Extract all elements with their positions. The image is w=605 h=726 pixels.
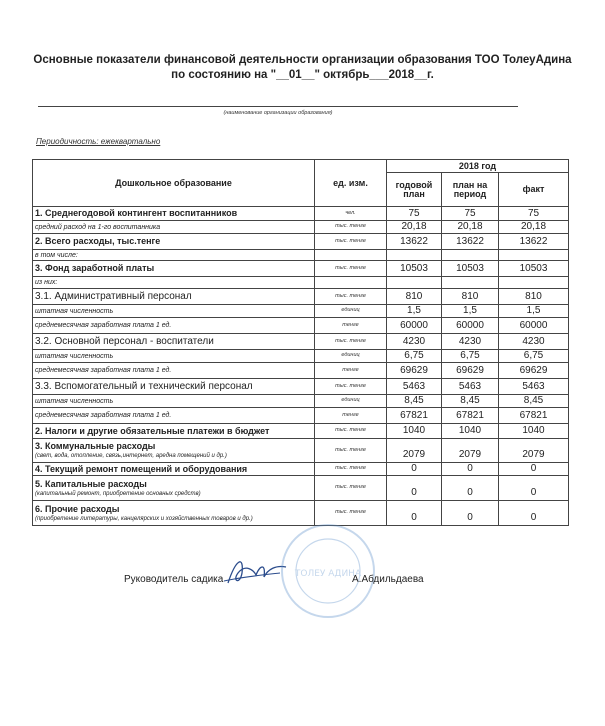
row-annual-value: 0 [387,501,442,526]
row-period-value: 75 [442,207,499,221]
row-label-text: в том числе: [35,251,78,259]
row-label [33,476,315,501]
row-period-value: 0 [442,463,499,476]
row-annual-value: 1,5 [387,305,442,318]
table-row [33,350,569,363]
row-annual-value: 1040 [387,424,442,439]
row-label [33,463,315,476]
row-label-text: среднемесячная заработная плата 1 ед. [35,367,172,374]
row-unit: тыс. тенге [315,424,387,439]
row-period-value: 60000 [442,318,499,334]
indicators-table [32,159,569,526]
row-label-text: штатная численность [35,397,114,405]
row-unit: тыс. тенге [315,221,387,234]
row-fact-value: 13622 [499,234,569,250]
row-annual-value: 0 [387,476,442,501]
table-body [33,207,569,526]
row-label [33,395,315,408]
row-fact-value: 60000 [499,318,569,334]
row-label [33,439,315,463]
header-period: план на период [442,173,499,207]
table-row [33,476,569,501]
row-period-value [442,277,499,289]
row-fact-value: 5463 [499,379,569,395]
row-note: (приобретение литературы, канцелярских и хозяйственных товаров и др.) [35,515,253,522]
row-annual-value: 75 [387,207,442,221]
row-period-value: 5463 [442,379,499,395]
row-fact-value: 0 [499,476,569,501]
row-fact-value [499,277,569,289]
row-period-value: 1,5 [442,305,499,318]
row-label-text: 5. Капитальные расходы [35,478,147,489]
row-fact-value: 2079 [499,439,569,463]
row-unit: тенге [315,408,387,424]
row-period-value: 0 [442,501,499,526]
row-label-text: 4. Текущий ремонт помещений и оборудования [35,463,248,474]
row-label [33,318,315,334]
row-label [33,334,315,350]
org-caption: (наименование организации образования) [223,110,333,116]
row-period-value: 2079 [442,439,499,463]
row-unit: тыс. тенге [315,289,387,305]
row-fact-value: 0 [499,463,569,476]
document-title: Основные показатели финансовой деятельности организации образования ТОО ТолеуАдина [33,54,572,66]
row-fact-value: 69629 [499,363,569,379]
row-label-text: штатная численность [35,352,114,360]
periodicity-label: Периодичность: ежеквартально [36,137,161,146]
row-fact-value: 75 [499,207,569,221]
table-row [33,250,569,261]
row-period-value: 810 [442,289,499,305]
row-period-value: 1040 [442,424,499,439]
row-unit: тыс. тенге [315,501,387,526]
row-period-value [442,250,499,261]
row-period-value: 69629 [442,363,499,379]
row-label-text: среднемесячная заработная плата 1 ед. [35,322,172,329]
row-fact-value: 810 [499,289,569,305]
row-label [33,277,315,289]
row-fact-value: 1040 [499,424,569,439]
row-unit: единиц [315,395,387,408]
row-label [33,350,315,363]
row-annual-value: 4230 [387,334,442,350]
table-row [33,305,569,318]
row-label-text: 6. Прочие расходы [35,503,120,514]
table-row [33,395,569,408]
table-row [33,408,569,424]
row-fact-value: 1,5 [499,305,569,318]
row-annual-value: 67821 [387,408,442,424]
row-annual-value: 69629 [387,363,442,379]
table-row [33,363,569,379]
row-unit [315,250,387,261]
row-label [33,363,315,379]
header-unit: ед. изм. [315,160,387,207]
table-row [33,289,569,305]
row-label [33,424,315,439]
svg-text:ТОЛЕУ АДИНА: ТОЛЕУ АДИНА [294,569,362,579]
row-annual-value [387,250,442,261]
row-unit: тыс. тенге [315,334,387,350]
table-row [33,424,569,439]
row-unit [315,277,387,289]
head-label: Руководитель садика [124,574,224,585]
row-unit: тыс. тенге [315,463,387,476]
table-row [33,234,569,250]
row-fact-value [499,250,569,261]
row-fact-value: 67821 [499,408,569,424]
row-unit: тыс. тенге [315,379,387,395]
row-label [33,234,315,250]
row-label-text: 2. Всего расходы, тыс.тенге [35,236,161,246]
row-fact-value: 20,18 [499,221,569,234]
row-unit: чел. [315,207,387,221]
row-annual-value: 8,45 [387,395,442,408]
row-label [33,305,315,318]
row-unit: единиц [315,305,387,318]
row-label [33,501,315,526]
row-fact-value: 8,45 [499,395,569,408]
row-label [33,250,315,261]
row-fact-value: 6,75 [499,350,569,363]
row-annual-value: 60000 [387,318,442,334]
row-label [33,289,315,305]
header-year: 2018 год [387,160,569,173]
row-period-value: 0 [442,476,499,501]
row-unit: тенге [315,363,387,379]
row-label-text: средний расход на 1-го воспитанника [35,223,161,231]
row-label [33,207,315,221]
header-fact: факт [499,173,569,207]
row-period-value: 20,18 [442,221,499,234]
row-note: (капитальный ремонт, приобретение основных средств) [35,490,201,497]
table-row [33,463,569,476]
row-label-text: среднемесячная заработная плата 1 ед. [35,412,172,419]
stamp [278,521,378,621]
header-annual: годовой план [387,173,442,207]
row-label-text: 3. Фонд заработной платы [35,263,155,273]
row-period-value: 4230 [442,334,499,350]
row-label [33,261,315,277]
table-row [33,277,569,289]
row-label-text: 3.2. Основной персонал - воспитатели [35,335,214,347]
table-row [33,207,569,221]
org-name-line [38,106,518,107]
row-unit: тыс. тенге [315,476,387,501]
table-row [33,318,569,334]
header-name: Дошкольное образование [33,160,315,207]
row-unit: единиц [315,350,387,363]
row-fact-value: 10503 [499,261,569,277]
row-annual-value: 2079 [387,439,442,463]
row-annual-value: 810 [387,289,442,305]
row-label [33,408,315,424]
row-annual-value: 10503 [387,261,442,277]
row-annual-value: 0 [387,463,442,476]
row-label-text: 1. Среднегодовой контингент воспитанников [35,208,238,218]
row-label-text: 2. Налоги и другие обязательные платежи в бюджет [35,425,270,436]
row-annual-value: 13622 [387,234,442,250]
row-unit: тыс. тенге [315,261,387,277]
row-label-text: 3.1. Административный персонал [35,290,192,302]
table-row [33,221,569,234]
table-row [33,334,569,350]
row-period-value: 13622 [442,234,499,250]
row-note: (свет, вода, отопление, связь,интернет, аредна помещений и др.) [35,453,227,459]
document-subtitle: по состоянию на "__01__" октябрь___2018__г. [171,69,434,81]
row-annual-value: 5463 [387,379,442,395]
row-unit: тенге [315,318,387,334]
row-annual-value: 20,18 [387,221,442,234]
row-period-value: 8,45 [442,395,499,408]
row-label-text: штатная численность [35,307,114,315]
row-fact-value: 4230 [499,334,569,350]
row-fact-value: 0 [499,501,569,526]
head-name: А.Абдильдаева [352,574,424,585]
row-label-text: 3.3. Вспомогательный и технический персонал [35,380,253,392]
row-unit: тыс. тенге [315,234,387,250]
row-period-value: 67821 [442,408,499,424]
table-row [33,379,569,395]
row-label [33,221,315,234]
table-row [33,439,569,463]
row-label [33,379,315,395]
row-label-text: 3. Коммунальные расходы [35,441,156,451]
row-unit: тыс. тенге [315,439,387,463]
row-label-text: из них: [35,279,58,286]
row-annual-value: 6,75 [387,350,442,363]
row-annual-value [387,277,442,289]
row-period-value: 6,75 [442,350,499,363]
row-period-value: 10503 [442,261,499,277]
table-row [33,261,569,277]
